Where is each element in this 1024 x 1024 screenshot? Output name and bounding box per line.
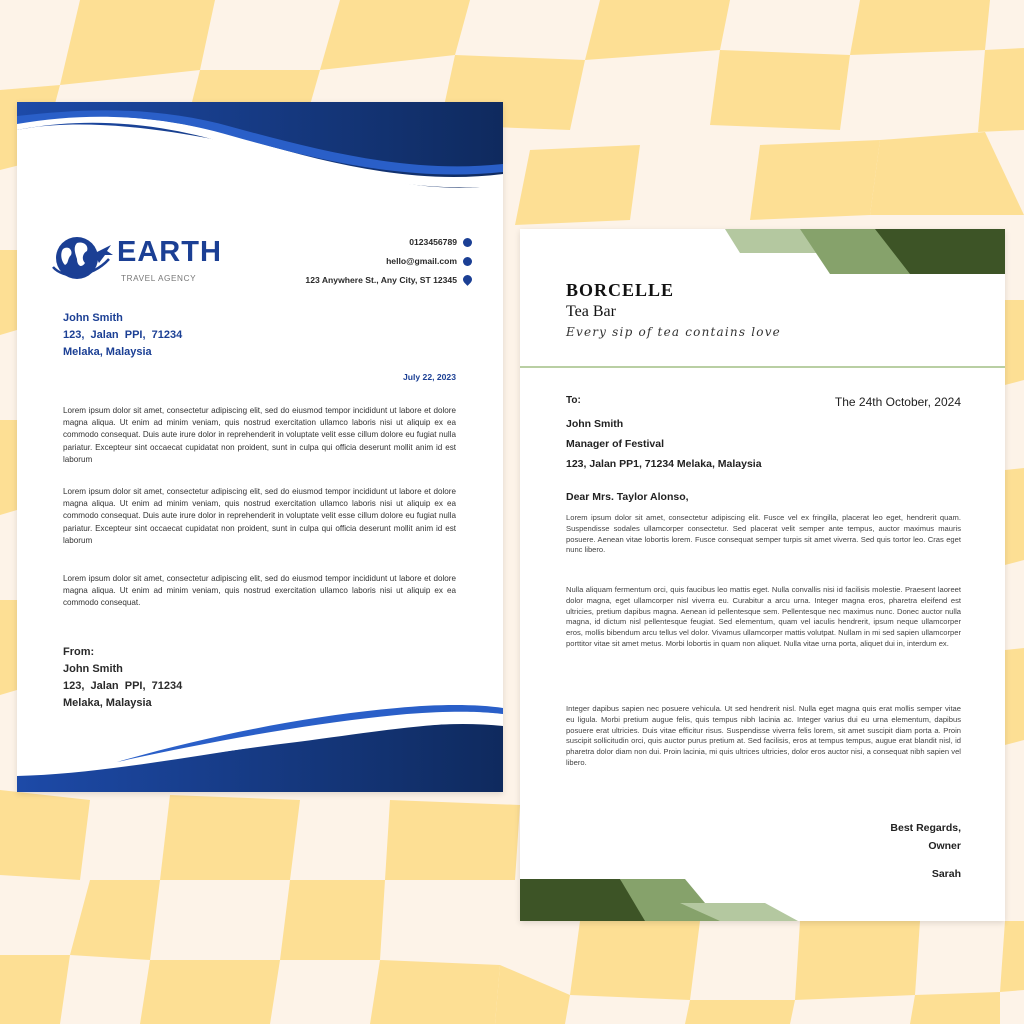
recipient-line2: Melaka, Malaysia (63, 346, 152, 358)
recipient-title: Manager of Festival (566, 438, 665, 450)
signoff-block (890, 819, 961, 883)
recipient-block (566, 414, 762, 474)
body-paragraph-2: Lorem ipsum dolor sit amet, consectetur adipiscing elit, sed do eiusmod tempor incididunt ut labore et dolore magna aliqua. Ut enim ad minim veniam, quis nostrud exercitation ullamco laboris nisi ut aliquip ex ea commodo consequat. Duis aute irure dolor in reprehenderit in voluptate velit esse cillum dolore eu fugiat nulla pariatur. Excepteur sint occaecat cupidatat non proident, sunt in culpa qui officia deserunt mollit anim id est laborum (63, 487, 456, 545)
recipient-address: 123, Jalan PP1, 71234 Melaka, Malaysia (566, 458, 762, 470)
logo-subtitle: TRAVEL AGENCY (121, 274, 197, 283)
letter-date: The 24th October, 2024 (834, 395, 961, 409)
closing: Best Regards, (890, 822, 961, 834)
header-divider (520, 366, 1005, 368)
bottom-wave-decoration (17, 702, 503, 792)
to-label: To: (566, 395, 581, 406)
location-pin-icon (461, 273, 474, 286)
address-text: 123 Anywhere St., Any City, ST 12345 (305, 275, 457, 285)
brand-subtitle: Tea Bar (566, 303, 616, 320)
email-text: hello@gmail.com (386, 256, 457, 266)
sender-line1: 123, Jalan PPI, 71234 (63, 680, 183, 692)
recipient-block (63, 310, 182, 361)
top-stripe-decoration (720, 229, 1005, 274)
bottom-stripe-decoration (520, 879, 800, 921)
body-paragraph-3: Lorem ipsum dolor sit amet, consectetur adipiscing elit, sed do eiusmod tempor incididunt ut labore et dolore magna aliqua. Ut enim ad minim veniam, quis nostrud exercitation ullamco laboris nisi ut aliquip ex ea commodo consequat. (63, 574, 456, 608)
body-paragraph-3: Integer dapibus sapien nec posuere vehicula. Ut sed hendrerit nisl. Nulla eget magna quis erat mollis semper vitae eu ligula. Morbi pretium augue felis, quis tempus nibh lacinia ac. Integer varius dui eu urna elementum, dapibus posuere erat ultricies. Duis vitae efficitur risus. Suspendisse viverra felis lorem, sit amet suscipit diam porta a. Proin suscipit sollicitudin orci, quis auctor purus pretium at. Sed facilisis, eros at tempus tempus, augue erat blandit nisl, id pharetra dolor diam non dui. Proin lacinia, mi quis ultrices ultricies, dolor eros auctor nisi, a consequat nibh sapien vel libero. (566, 704, 961, 767)
from-label: From: (63, 646, 95, 658)
recipient-name: John Smith (566, 418, 624, 430)
body-paragraph-1: Lorem ipsum dolor sit amet, consectetur adipiscing elit. Fusce vel ex fringilla, placerat leo eget, hendrerit quam. Suspendisse sodales ullamcorper consectetur. Sed placerat velit semper ante tempus, auctor maximus mauris posuere. Aenean vitae lobortis lorem. Fusce consequat semper turpis sit amet viverra. Sed quis tortor leo. Cras eget nunc libero. (566, 513, 961, 555)
brand-tagline: Every sip of tea contains love (566, 325, 781, 339)
email-icon (463, 257, 472, 266)
signer-role: Owner (928, 840, 961, 852)
globe-airplane-icon (51, 233, 113, 283)
sender-name: John Smith (63, 663, 123, 675)
recipient-name: John Smith (63, 312, 123, 324)
brand-name: BORCELLE (566, 280, 675, 300)
signer-name: Sarah (931, 868, 961, 880)
greeting: Dear Mrs. Taylor Alonso, (566, 491, 689, 503)
body-paragraph-1: Lorem ipsum dolor sit amet, consectetur adipiscing elit, sed do eiusmod tempor incididunt ut labore et dolore magna aliqua. Ut enim ad minim veniam, quis nostrud exercitation ullamco laboris nisi ut aliquip ex ea commodo consequat. Duis aute irure dolor in reprehenderit in voluptate velit esse cillum dolore eu fugiat nulla pariatur. Excepteur sint occaecat cupidatat non proident, sunt in culpa qui officia deserunt mollit anim id est laborum (63, 406, 456, 464)
letter-date: July 22, 2023 (402, 372, 456, 382)
body-paragraph-2: Nulla aliquam fermentum orci, quis faucibus leo mattis eget. Nulla convallis nisi id facilisis molestie. Praesent laoreet dolor magna, eget ullamcorper nisl viverra eu. Curabitur a arcu urna. Integer magna eros, pharetra eleifend est ultricies, pretium dapibus magna. Aenean id pellentesque sem. Pellentesque nec maximus nunc. Donec auctor nulla magna, id dictum nisl pellentesque feugiat. Sed elementum, quam vel iaculis hendrerit, ipsum neque ullamcorper eros, mollis bibendum arcu tellus vel dolor. Vivamus ullamcorper mattis volutpat. Nullam in mi sed sapien ullamcorper porttitor vitae sit amet metus. Morbi lobortis in quam non aliquet. Nulla vitae urna porta, aliquet dui in, interdum ex. (566, 585, 961, 648)
top-wave-decoration (17, 102, 503, 202)
logo-name: EARTH (117, 236, 222, 268)
sender-line2: Melaka, Malaysia (63, 697, 152, 709)
borcelle-letterhead (520, 229, 1005, 921)
recipient-line1: 123, Jalan PPI, 71234 (63, 329, 183, 341)
phone-text: 0123456789 (409, 237, 457, 247)
phone-icon (463, 238, 472, 247)
earth-letterhead (17, 102, 503, 792)
